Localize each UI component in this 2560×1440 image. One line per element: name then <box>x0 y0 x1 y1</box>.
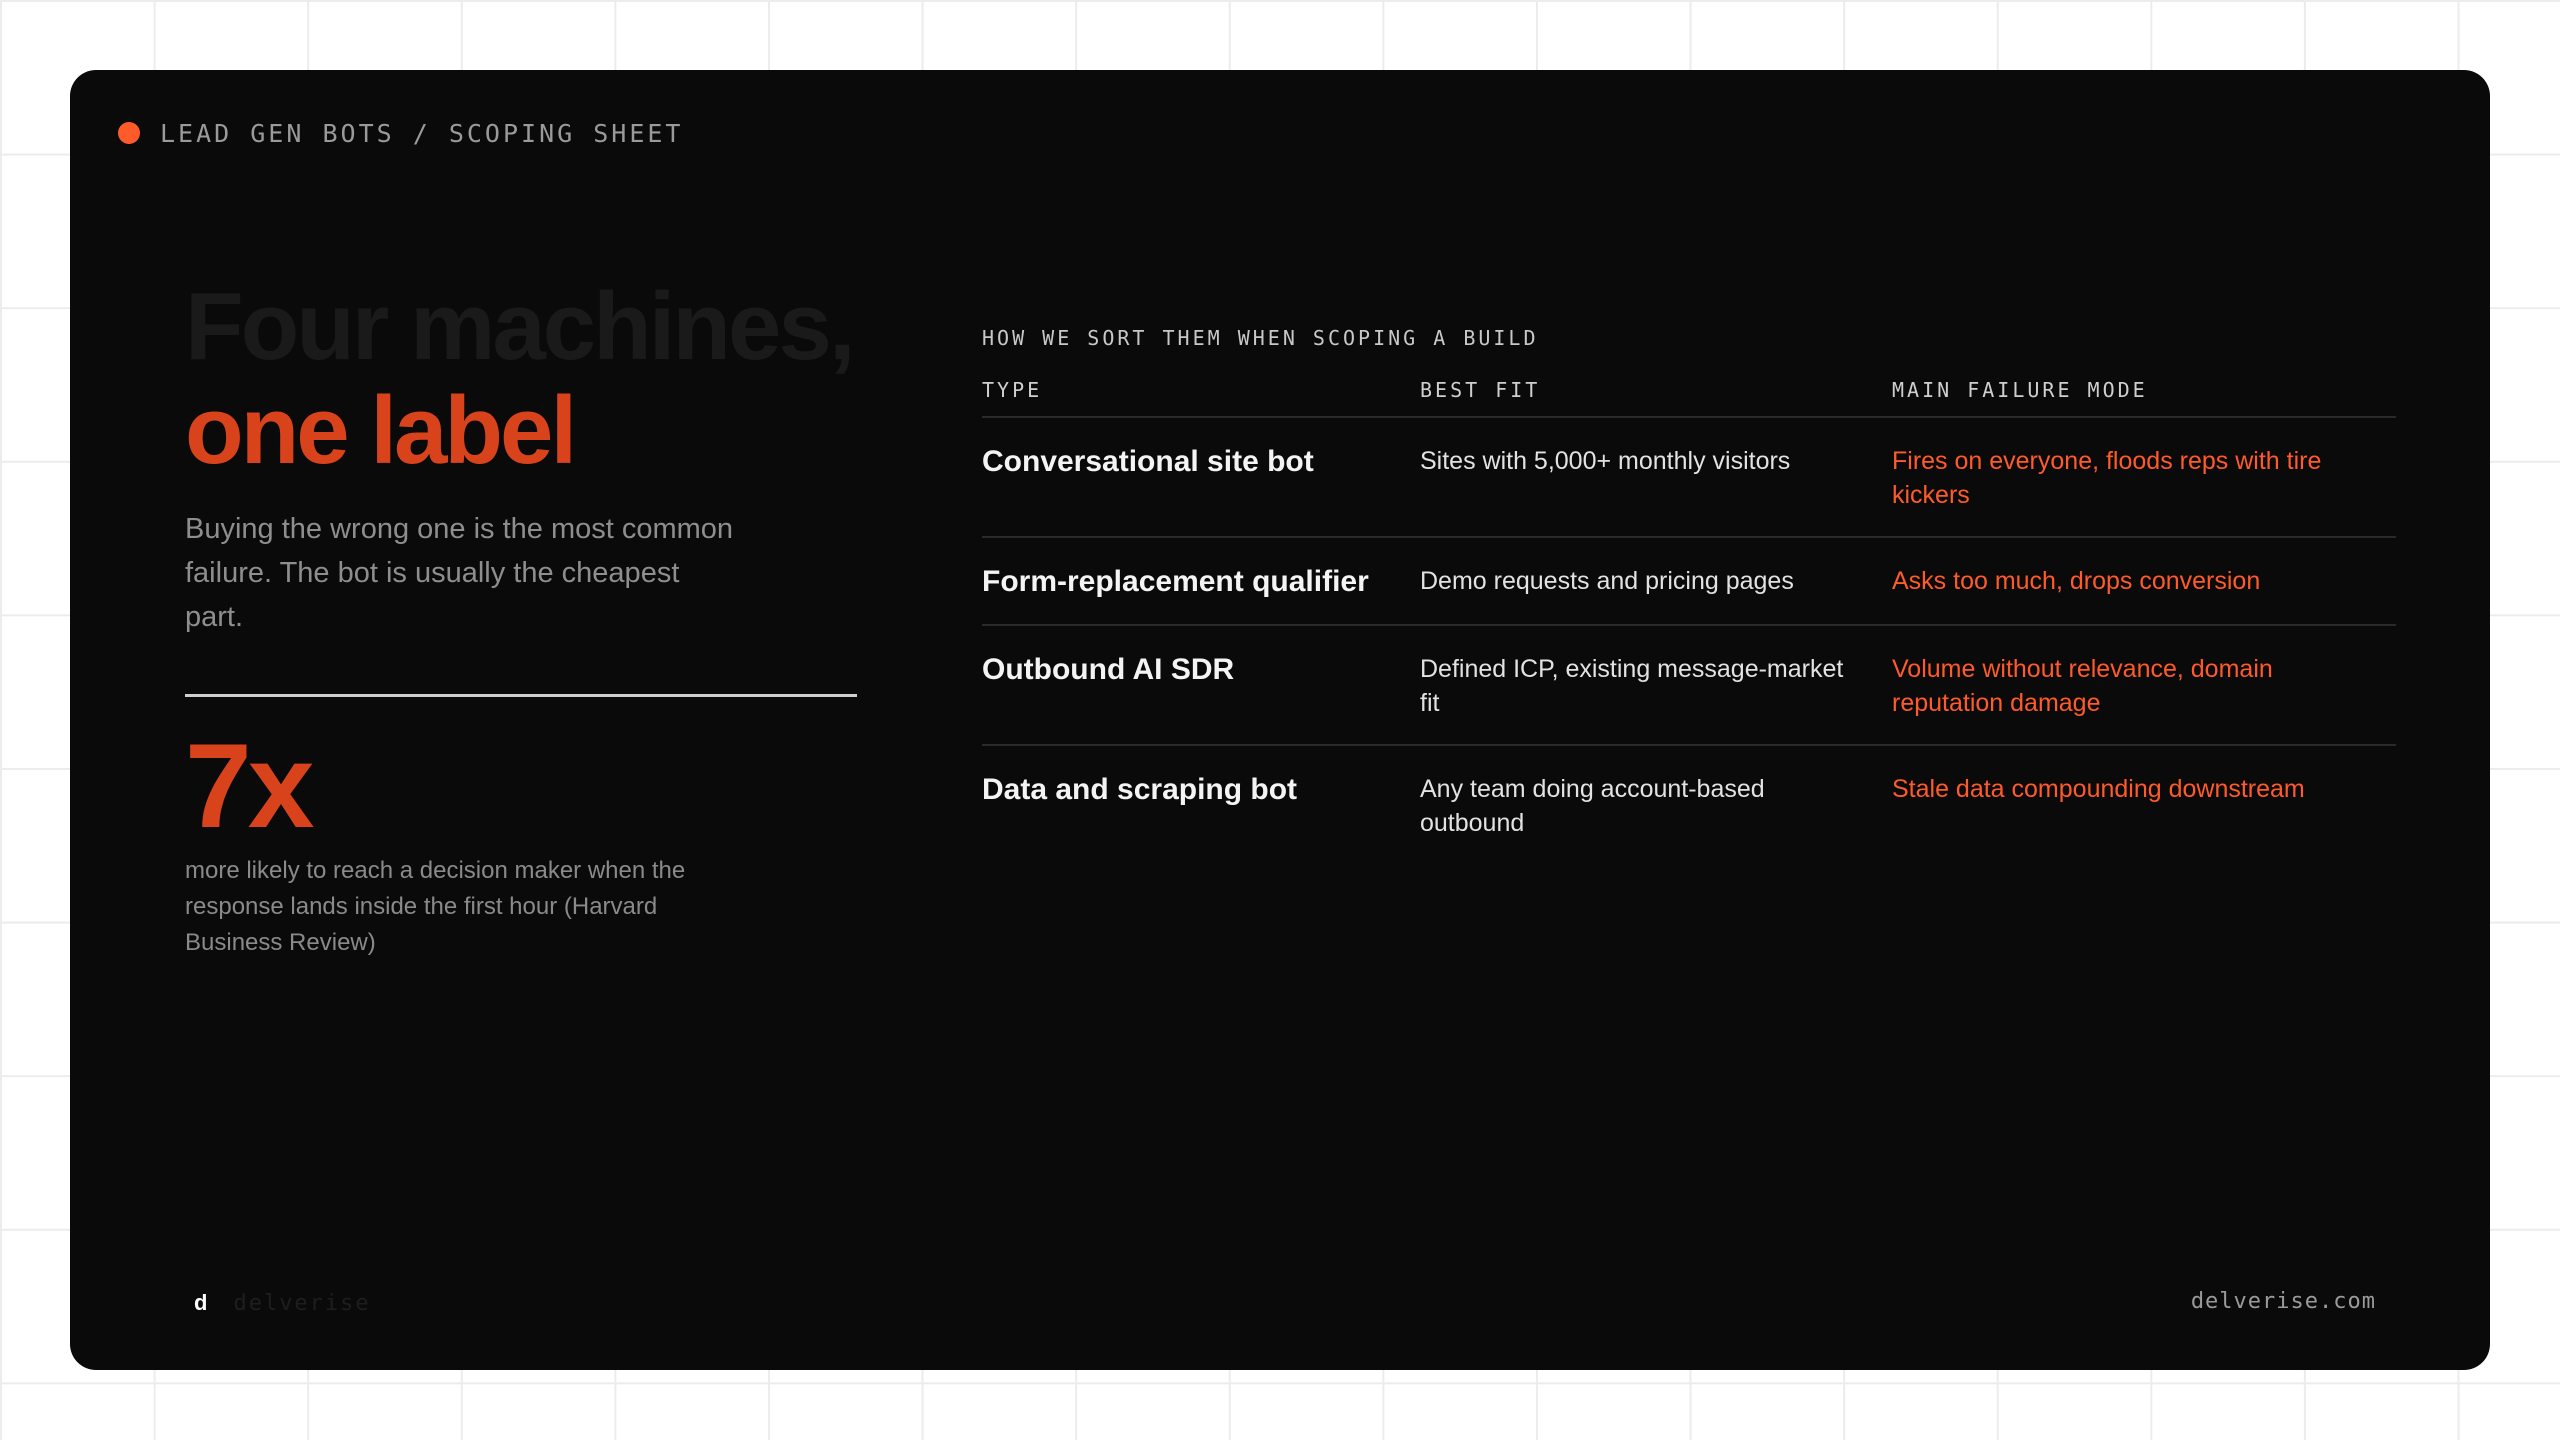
breadcrumb-text: LEAD GEN BOTS / SCOPING SHEET <box>160 118 684 148</box>
table-header-row <box>982 370 2396 418</box>
row-type: Data and scraping bot <box>982 773 1298 806</box>
logo-wordmark: delverise <box>233 1290 371 1316</box>
table-row <box>982 626 2396 746</box>
hero-section <box>185 275 875 961</box>
scoping-table <box>982 310 2396 864</box>
title-line-1: Four machines, <box>185 273 853 380</box>
stat-value: 7x <box>185 719 311 853</box>
column-header-type: TYPE <box>982 378 1043 402</box>
table-label: HOW WE SORT THEM WHEN SCOPING A BUILD <box>982 326 1539 350</box>
table-row <box>982 538 2396 626</box>
row-best-fit: Demo requests and pricing pages <box>1420 567 1794 595</box>
title-line-2: one label <box>185 377 575 484</box>
status-dot-icon <box>118 122 140 144</box>
footer-url-link[interactable]: delverise.com <box>2190 1289 2376 1314</box>
table-row <box>982 746 2396 864</box>
row-type: Conversational site bot <box>982 445 1314 478</box>
row-type: Form-replacement qualifier <box>982 565 1369 598</box>
footer-logo <box>194 1285 371 1321</box>
row-type: Outbound AI SDR <box>982 653 1235 686</box>
row-failure-mode: Fires on everyone, floods reps with tire kickers <box>1892 447 2322 509</box>
stat-caption: more likely to reach a decision maker when the response lands inside the first hour (Harvard Business Review) <box>185 857 686 956</box>
divider <box>185 694 857 697</box>
column-header-best-fit: BEST FIT <box>1420 378 1541 402</box>
slide-card <box>70 70 2490 1370</box>
table-row <box>982 418 2396 538</box>
row-failure-mode: Volume without relevance, domain reputation damage <box>1892 655 2273 717</box>
row-failure-mode: Asks too much, drops conversion <box>1892 567 2261 595</box>
row-failure-mode: Stale data compounding downstream <box>1892 775 2305 803</box>
row-best-fit: Sites with 5,000+ monthly visitors <box>1420 447 1791 475</box>
row-best-fit: Defined ICP, existing message-market fit <box>1420 655 1844 717</box>
logo-mark-icon: d <box>194 1290 208 1315</box>
column-header-failure-mode: MAIN FAILURE MODE <box>1892 378 2148 402</box>
subtitle: Buying the wrong one is the most common failure. The bot is usually the cheapest part. <box>185 513 734 633</box>
breadcrumb <box>118 110 684 156</box>
table-body <box>982 418 2396 864</box>
row-best-fit: Any team doing account-based outbound <box>1420 775 1765 837</box>
